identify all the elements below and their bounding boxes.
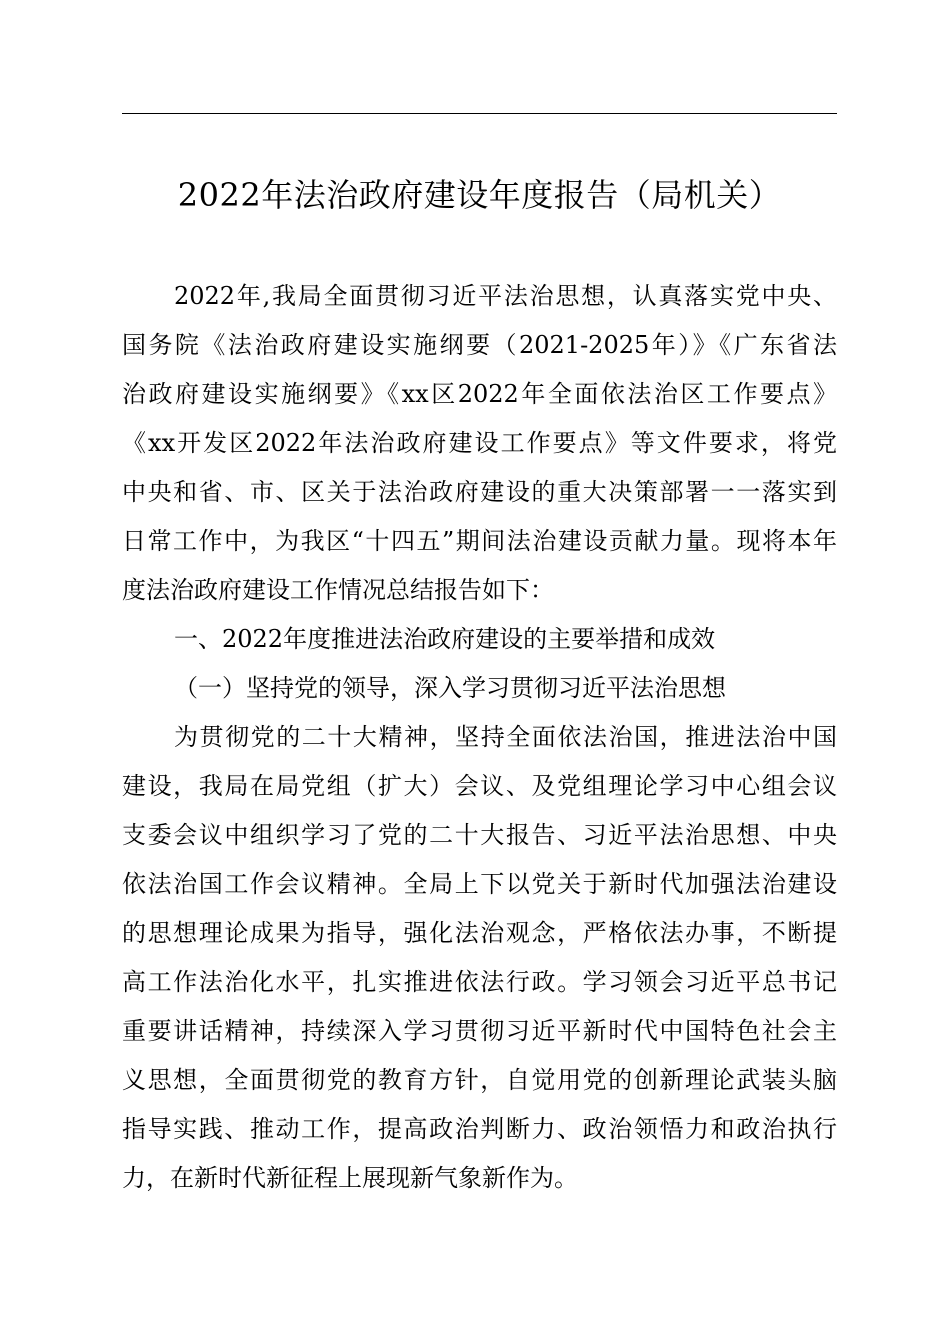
paragraph-line: 重要讲话精神，持续深入学习贯彻习近平新时代中国特色社会主 — [122, 1017, 837, 1045]
paragraph-line: 国务院《法治政府建设实施纲要（2021-2025年）》《广东省法 — [122, 331, 837, 359]
paragraph-line: 指导实践、推动工作，提高政治判断力、政治领悟力和政治执行 — [122, 1115, 837, 1143]
header-rule — [122, 113, 837, 114]
paragraph-line: 支委会议中组织学习了党的二十大报告、习近平法治思想、中央 — [122, 821, 837, 849]
paragraph-line: 治政府建设实施纲要》《xx区2022年全面依法治区工作要点》 — [122, 380, 837, 408]
paragraph-line: 为贯彻党的二十大精神，坚持全面依法治国，推进法治中国 — [174, 723, 837, 751]
paragraph-line: 依法治国工作会议精神。全局上下以党关于新时代加强法治建设 — [122, 870, 837, 898]
paragraph-line: 《xx开发区2022年法治政府建设工作要点》等文件要求，将党 — [122, 429, 837, 457]
document-title: 2022年法治政府建设年度报告（局机关） — [177, 176, 782, 214]
paragraph-line: 高工作法治化水平，扎实推进依法行政。学习领会习近平总书记 — [122, 968, 837, 996]
paragraph-line: 日常工作中，为我区“十四五”期间法治建设贡献力量。现将本年 — [122, 527, 837, 555]
paragraph-line: 度法治政府建设工作情况总结报告如下： — [122, 576, 554, 604]
section-heading: 一、2022年度推进法治政府建设的主要举措和成效 — [174, 625, 716, 653]
document-body — [122, 272, 837, 1203]
paragraph-line: 2022年,我局全面贯彻习近平法治思想，认真落实党中央、 — [174, 282, 837, 310]
paragraph-line: 的思想理论成果为指导，强化法治观念，严格依法办事，不断提 — [122, 919, 837, 947]
paragraph-line: 力，在新时代新征程上展现新气象新作为。 — [122, 1164, 578, 1192]
paragraph-line: 建设，我局在局党组（扩大）会议、及党组理论学习中心组会议 — [122, 772, 837, 800]
paragraph-line: 中央和省、市、区关于法治政府建设的重大决策部署一一落实到 — [122, 478, 837, 506]
paragraph-line: 义思想，全面贯彻党的教育方针，自觉用党的创新理论武装头脑 — [122, 1066, 837, 1094]
subsection-heading: （一）坚持党的领导，深入学习贯彻习近平法治思想 — [174, 674, 726, 702]
